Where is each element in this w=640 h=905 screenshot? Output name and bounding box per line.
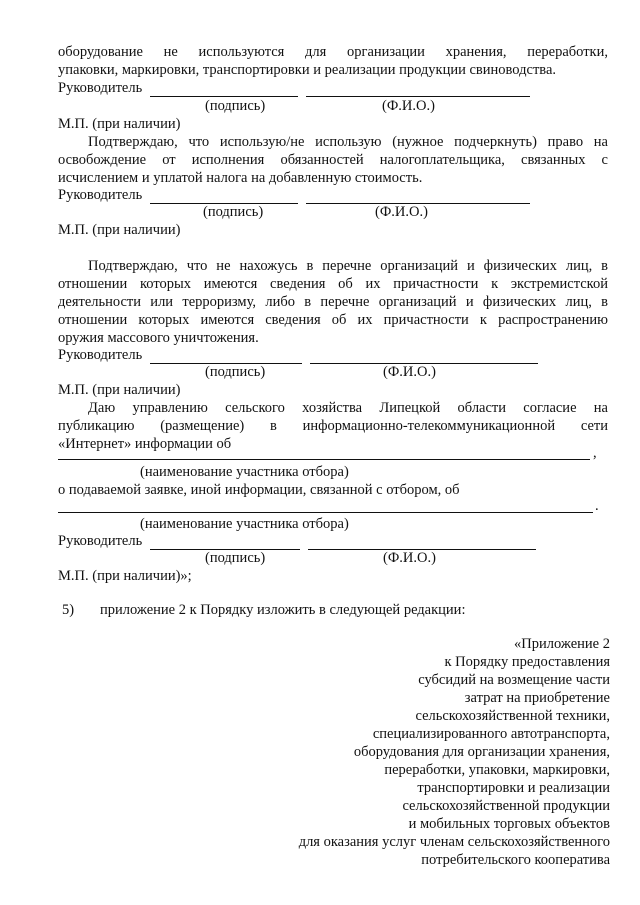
participant-caption: (наименование участника отбора) <box>140 516 349 532</box>
signature-row <box>58 533 608 551</box>
appendix-line: транспортировки и реализации <box>417 780 610 796</box>
participant-name-line <box>58 512 593 513</box>
head-label: Руководитель <box>58 347 143 363</box>
stamp-note: М.П. (при наличии)»; <box>58 568 192 584</box>
participant-name-line <box>58 459 590 460</box>
text-line: освобождение от исполнения обязанностей налогоплательщика, связанных с <box>58 152 608 168</box>
period: . <box>595 498 599 514</box>
appendix-line: для оказания услуг членам сельскохозяйственного <box>298 834 610 850</box>
fio-caption: (Ф.И.О.) <box>383 550 436 566</box>
fio-caption: (Ф.И.О.) <box>382 98 435 114</box>
text-line: Подтверждаю, что использую/не использую (нужное подчеркнуть) право на <box>88 134 608 150</box>
appendix-line: переработки, упаковки, маркировки, <box>384 762 610 778</box>
item-number: 5) <box>62 602 75 618</box>
signature-row <box>58 347 608 365</box>
appendix-line: специализированного автотранспорта, <box>372 726 610 742</box>
podpis-caption: (подпись) <box>205 550 266 566</box>
signature-row <box>58 80 608 98</box>
text-line: отношении которых имеются сведения об их причастности к распространению <box>58 312 608 328</box>
head-label: Руководитель <box>58 533 143 549</box>
text-line: деятельности или терроризму, либо в перечне организаций и физических лиц, в <box>58 294 608 310</box>
appendix-line: сельскохозяйственной техники, <box>415 708 610 724</box>
text-line: публикацию (размещение) в информационно-телекоммуникационной сети <box>58 418 608 434</box>
podpis-caption: (подпись) <box>205 98 266 114</box>
text-line: оборудование не используются для организации хранения, переработки, <box>58 44 608 60</box>
podpis-caption: (подпись) <box>203 204 264 220</box>
name-line <box>306 96 530 97</box>
appendix-line: оборудования для организации хранения, <box>353 744 610 760</box>
text-line: оружия массового уничтожения. <box>58 330 259 346</box>
appendix-line: и мобильных торговых объектов <box>408 816 610 832</box>
head-label: Руководитель <box>58 187 143 203</box>
stamp-note: М.П. (при наличии) <box>58 222 181 238</box>
appendix-line: затрат на приобретение <box>464 690 610 706</box>
text-line: отношении которых имеются сведения об их причастности к экстремистской <box>58 276 608 292</box>
fio-caption: (Ф.И.О.) <box>383 364 436 380</box>
text-line: о подаваемой заявке, иной информации, связанной с отбором, об <box>58 482 460 498</box>
text-line: исчислением и уплатой налога на добавленную стоимость. <box>58 170 423 186</box>
appendix-line: сельскохозяйственной продукции <box>402 798 610 814</box>
text-line: «Интернет» информации об <box>58 436 232 452</box>
text-line: упаковки, маркировки, транспортировки и реализации продукции свиноводства. <box>58 62 556 78</box>
signature-row <box>58 187 608 205</box>
appendix-line: субсидий на возмещение части <box>418 672 610 688</box>
stamp-note: М.П. (при наличии) <box>58 116 181 132</box>
podpis-caption: (подпись) <box>205 364 266 380</box>
appendix-line: «Приложение 2 <box>514 636 610 652</box>
fio-caption: (Ф.И.О.) <box>375 204 428 220</box>
text-line: Подтверждаю, что не нахожусь в перечне организаций и физических лиц, в <box>88 258 608 274</box>
appendix-line: потребительского кооператива <box>421 852 610 868</box>
comma: , <box>593 445 597 461</box>
appendix-line: к Порядку предоставления <box>444 654 610 670</box>
text-line: Даю управлению сельского хозяйства Липецкой области согласие на <box>88 400 608 416</box>
stamp-note: М.П. (при наличии) <box>58 382 181 398</box>
item-text: приложение 2 к Порядку изложить в следующей редакции: <box>100 602 466 618</box>
head-label: Руководитель <box>58 80 143 96</box>
signature-line <box>150 96 298 97</box>
participant-caption: (наименование участника отбора) <box>140 464 349 480</box>
